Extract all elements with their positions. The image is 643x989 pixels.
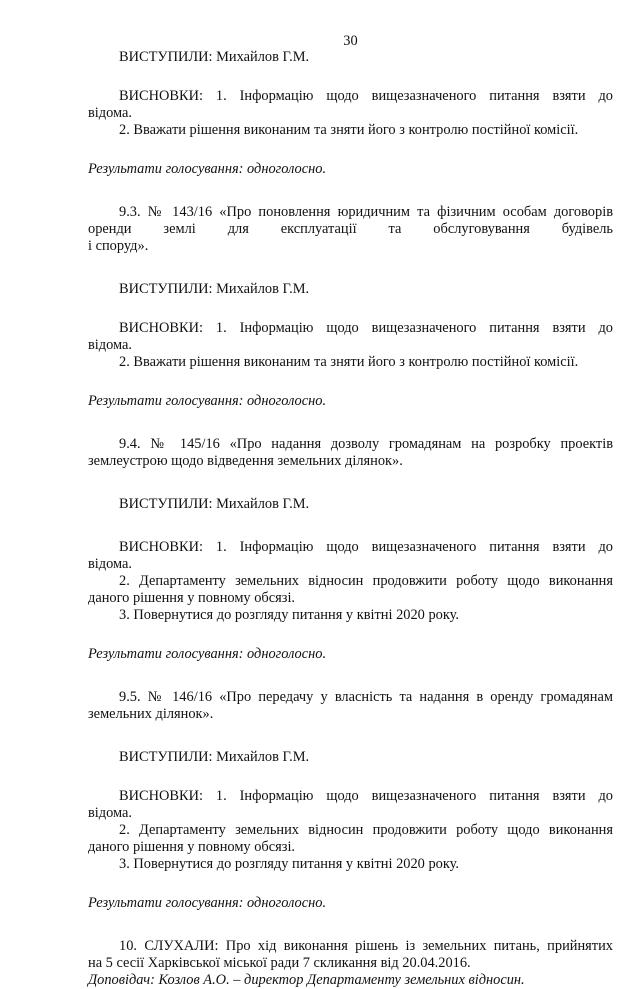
page-number: 30 <box>343 33 358 49</box>
agenda-item-9-5: 9.5. № 146/16 «Про передачу у власність та надання в оренду громадянам <box>119 689 613 705</box>
conclusions-continuation: відома. <box>88 805 133 821</box>
conclusion-item-2: 2. Вважати рішення виконаним та зняти його з контролю постійної комісії. <box>119 354 579 370</box>
conclusions-continuation: відома. <box>88 556 133 572</box>
conclusion-item-2: 2. Департаменту земельних відносин продовжити роботу щодо виконання <box>119 573 613 589</box>
voting-result: Результати голосування: одноголосно. <box>88 393 327 409</box>
conclusions-line: ВИСНОВКИ: 1. Інформацію щодо вищезазначеного питання взяти до <box>119 788 613 804</box>
heard-item-10-line2: на 5 сесії Харківської міської ради 7 скликання від 20.04.2016. <box>88 955 471 971</box>
voting-result: Результати голосування: одноголосно. <box>88 895 327 911</box>
conclusions-line: ВИСНОВКИ: 1. Інформацію щодо вищезазначеного питання взяти до <box>119 88 613 104</box>
conclusion-item-2-line2: даного рішення у повному обсязі. <box>88 590 296 606</box>
agenda-item-9-4-line2: землеустрою щодо відведення земельних ділянок». <box>88 453 403 469</box>
conclusions-line: ВИСНОВКИ: 1. Інформацію щодо вищезазначеного питання взяти до <box>119 320 613 336</box>
conclusions-continuation: відома. <box>88 105 133 121</box>
speakers-line: ВИСТУПИЛИ: Михайлов Г.М. <box>119 496 310 512</box>
conclusion-item-2: 2. Департаменту земельних відносин продовжити роботу щодо виконання <box>119 822 613 838</box>
conclusion-item-3: 3. Повернутися до розгляду питання у квітні 2020 року. <box>119 856 459 872</box>
reporter-line: Доповідач: Козлов А.О. – директор Департаменту земельних відносин. <box>88 972 525 988</box>
conclusion-item-2: 2. Вважати рішення виконаним та зняти його з контролю постійної комісії. <box>119 122 579 138</box>
agenda-item-9-3: 9.3. № 143/16 «Про поновлення юридичним та фізичним особам договорів <box>119 204 613 220</box>
speakers-line: ВИСТУПИЛИ: Михайлов Г.М. <box>119 749 310 765</box>
conclusions-continuation: відома. <box>88 337 133 353</box>
conclusions-line: ВИСНОВКИ: 1. Інформацію щодо вищезазначеного питання взяти до <box>119 539 613 555</box>
speakers-line: ВИСТУПИЛИ: Михайлов Г.М. <box>119 49 310 65</box>
conclusion-item-2-line2: даного рішення у повному обсязі. <box>88 839 296 855</box>
speakers-line: ВИСТУПИЛИ: Михайлов Г.М. <box>119 281 310 297</box>
agenda-item-9-3-line3: і споруд». <box>88 238 149 254</box>
voting-result: Результати голосування: одноголосно. <box>88 646 327 662</box>
agenda-item-9-4: 9.4. № 145/16 «Про надання дозволу громадянам на розробку проектів <box>119 436 613 452</box>
voting-result: Результати голосування: одноголосно. <box>88 161 327 177</box>
agenda-item-9-5-line2: земельних ділянок». <box>88 706 214 722</box>
conclusion-item-3: 3. Повернутися до розгляду питання у квітні 2020 року. <box>119 607 459 623</box>
agenda-item-9-3-line2: оренди землі для експлуатації та обслуговування будівель <box>88 221 613 237</box>
heard-item-10: 10. СЛУХАЛИ: Про хід виконання рішень із земельних питань, прийнятих <box>119 938 613 954</box>
